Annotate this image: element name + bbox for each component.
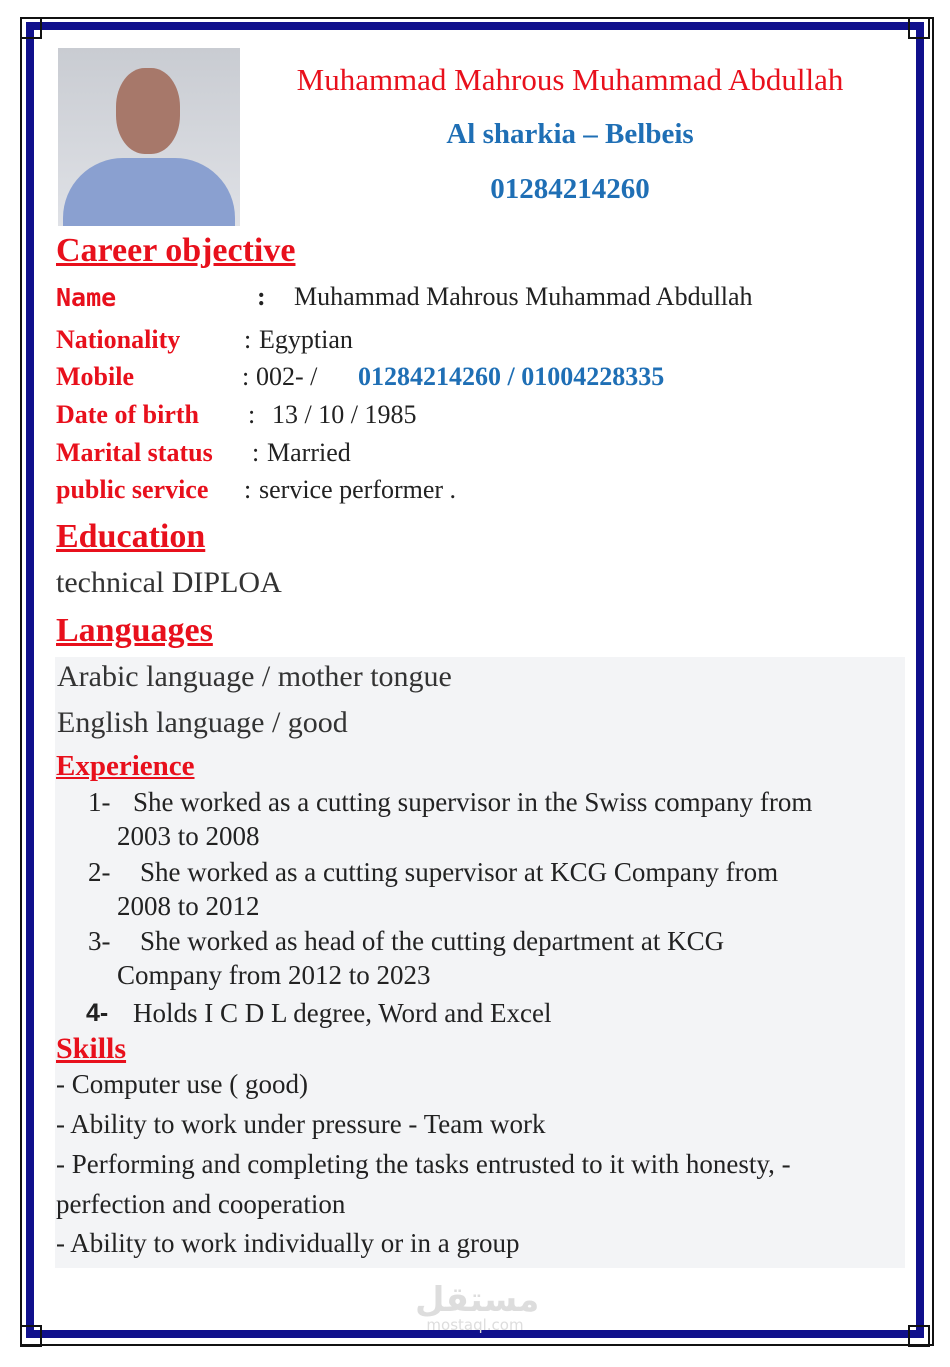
separator: : [242,362,250,391]
dob-label: Date of birth [56,400,199,429]
skills-heading: Skills [56,1032,127,1065]
phone: 01284214260 [490,173,650,205]
border-corner [908,17,930,39]
experience-number: 4- [86,999,109,1027]
mobile-label: Mobile [56,362,134,391]
experience-text: 2003 to 2008 [117,821,260,851]
experience-text: She worked as a cutting supervisor in the Swiss company from [133,787,813,817]
skill-item: - Ability to work under pressure - Team work [56,1109,546,1139]
marital-label: Marital status [56,438,213,467]
border-corner [20,17,42,39]
public-service-label: public service [56,475,209,504]
separator: : [252,438,260,467]
location: Al sharkia – Belbeis [446,118,694,150]
skill-item: - Performing and completing the tasks entrusted to it with honesty, - [56,1149,791,1179]
education-text: technical DIPLOA [56,566,282,599]
nationality-value: Egyptian [259,325,353,354]
languages-heading: Languages [56,612,213,649]
border-corner [908,1325,930,1347]
mobile-prefix: 002- / [256,362,318,391]
marital-value: Married [267,438,351,467]
experience-text: Holds I C D L degree, Word and Excel [133,998,552,1028]
border-corner [20,1325,42,1347]
public-service-value: service performer . [259,475,457,504]
name-label: Name [56,283,117,312]
separator: : [248,400,256,429]
experience-number: 1- [88,787,111,817]
mobile-numbers: 01284214260 / 01004228335 [358,362,665,391]
dob-value: 13 / 10 / 1985 [272,400,417,429]
language-item: Arabic language / mother tongue [57,660,452,693]
experience-number: 3- [88,926,111,956]
skill-item: - Ability to work individually or in a group [56,1228,520,1258]
experience-text: She worked as head of the cutting department at KCG [140,926,725,956]
education-heading: Education [56,518,206,555]
mostaql-watermark: مستقل mostaql.com [415,1280,540,1334]
separator: : [257,282,266,311]
full-name: Muhammad Mahrous Muhammad Abdullah [296,62,844,97]
separator: : [244,325,252,354]
career-heading: Career objective [56,232,296,269]
nationality-label: Nationality [56,325,181,354]
name-value: Muhammad Mahrous Muhammad Abdullah [294,282,753,311]
skill-item: - Computer use ( good) [56,1069,308,1099]
experience-text: She worked as a cutting supervisor at KCG Company from [140,857,779,887]
experience-text: Company from 2012 to 2023 [117,960,431,990]
skill-item: perfection and cooperation [56,1189,346,1219]
profile-photo [58,48,240,226]
experience-text: 2008 to 2012 [117,891,260,921]
experience-heading: Experience [56,750,195,782]
separator: : [244,475,252,504]
experience-number: 2- [88,857,111,887]
language-item: English language / good [57,706,348,739]
